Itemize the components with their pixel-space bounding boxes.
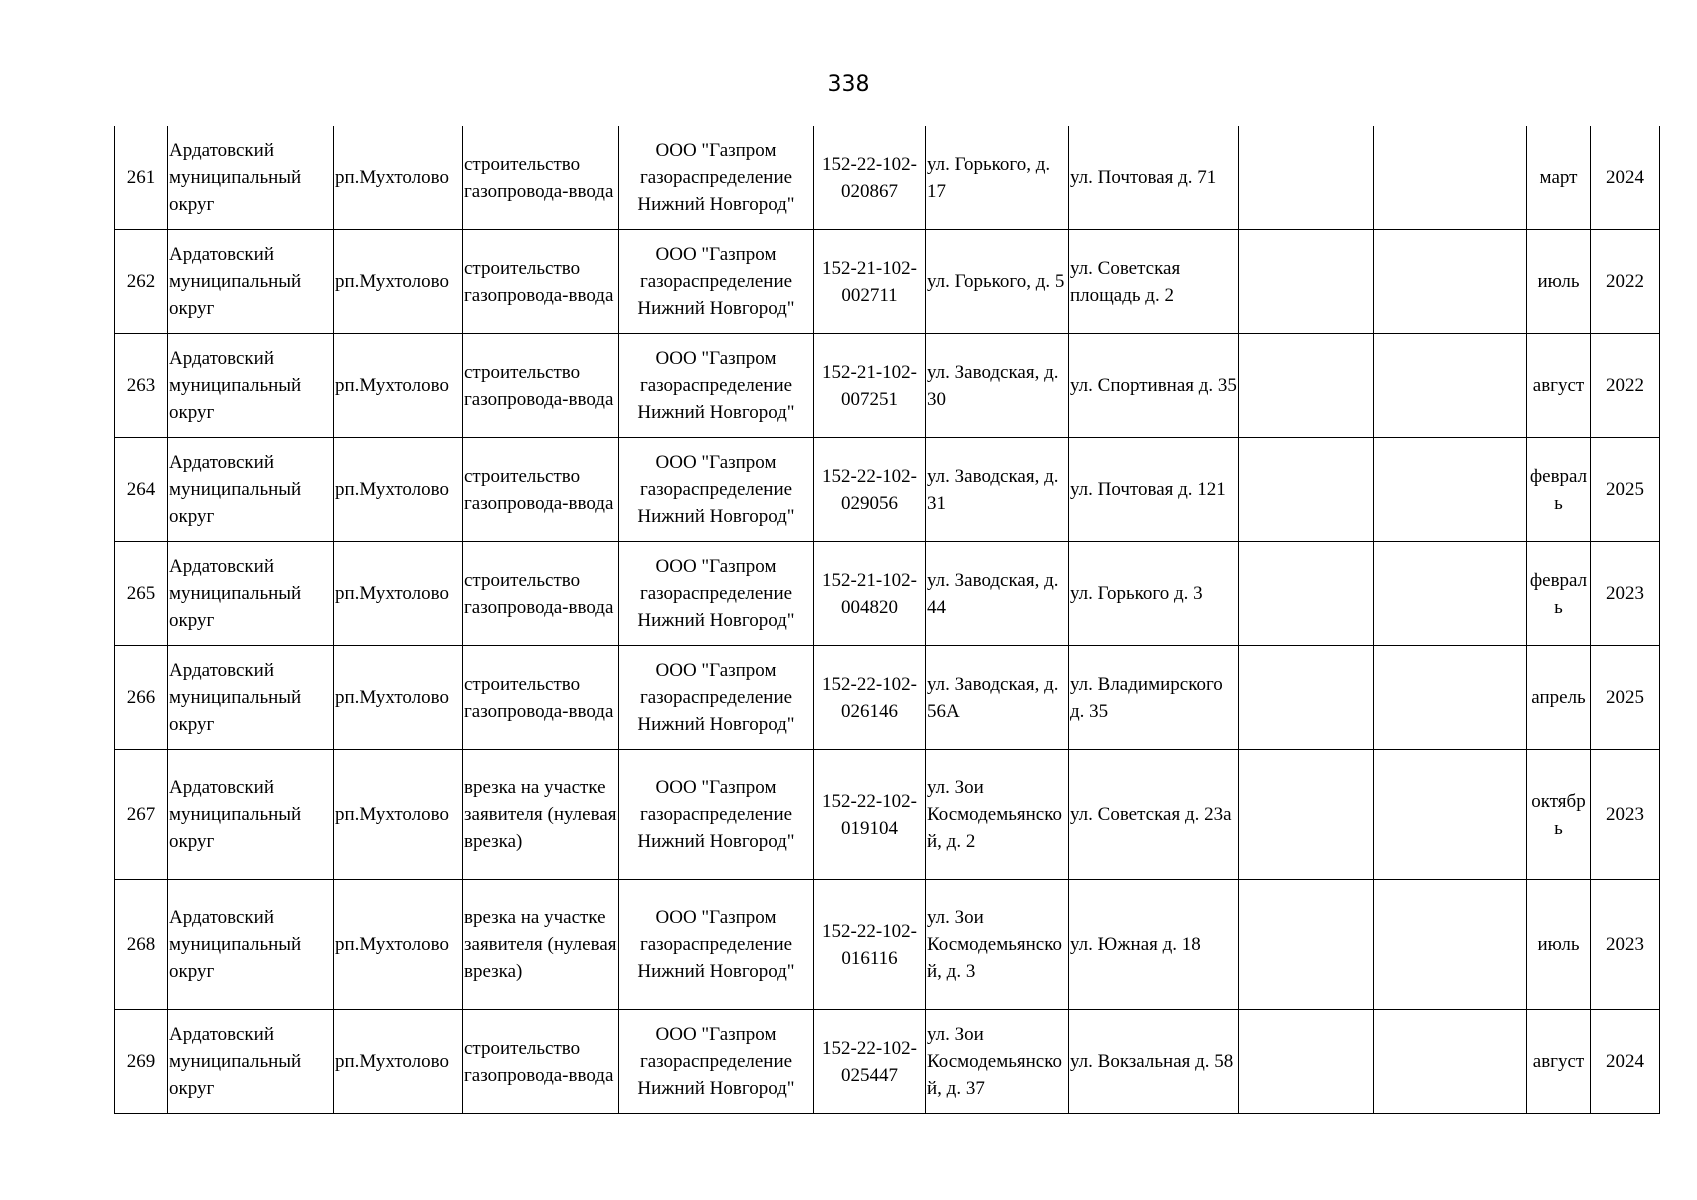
settlement-cell: рп.Мухтолово — [334, 334, 463, 438]
gas-source-address-cell: ул. Спортивная д. 35 — [1069, 334, 1239, 438]
row-number: 264 — [115, 438, 168, 542]
connection-address-cell: ул. Заводская, д. 30 — [926, 334, 1069, 438]
table-row — [115, 438, 1660, 542]
settlement-cell: рп.Мухтолово — [334, 542, 463, 646]
gas-source-address-cell: ул. Почтовая д. 71 — [1069, 126, 1239, 230]
empty-cell — [1374, 1010, 1527, 1114]
gas-source-address-cell: ул. Советская д. 23а — [1069, 750, 1239, 880]
gas-source-address-cell: ул. Владимирского д. 35 — [1069, 646, 1239, 750]
year-cell: 2023 — [1591, 880, 1660, 1010]
year-cell: 2022 — [1591, 230, 1660, 334]
month-cell: август — [1527, 334, 1591, 438]
month-cell: июль — [1527, 880, 1591, 1010]
row-number: 268 — [115, 880, 168, 1010]
settlement-cell: рп.Мухтолово — [334, 1010, 463, 1114]
empty-cell — [1239, 334, 1374, 438]
connection-address-cell: ул. Заводская, д. 31 — [926, 438, 1069, 542]
application-code-cell: 152-21-102-002711 — [814, 230, 926, 334]
work-type-cell: строительство газопровода-ввода — [463, 126, 619, 230]
table-row — [115, 880, 1660, 1010]
work-type-cell: строительство газопровода-ввода — [463, 1010, 619, 1114]
connection-address-cell: ул. Заводская, д. 44 — [926, 542, 1069, 646]
organization-cell: ООО "Газпром газораспределение Нижний Новгород" — [619, 126, 814, 230]
empty-cell — [1374, 126, 1527, 230]
work-type-cell: врезка на участке заявителя (нулевая врезка) — [463, 750, 619, 880]
empty-cell — [1374, 646, 1527, 750]
connection-address-cell: ул. Горького, д. 5 — [926, 230, 1069, 334]
connection-address-cell: ул. Зои Космодемьянской, д. 3 — [926, 880, 1069, 1010]
empty-cell — [1239, 880, 1374, 1010]
organization-cell: ООО "Газпром газораспределение Нижний Новгород" — [619, 880, 814, 1010]
district-cell: Ардатовский муниципальный округ — [168, 542, 334, 646]
empty-cell — [1374, 334, 1527, 438]
empty-cell — [1239, 750, 1374, 880]
table-row — [115, 750, 1660, 880]
application-code-cell: 152-22-102-016116 — [814, 880, 926, 1010]
empty-cell — [1374, 880, 1527, 1010]
organization-cell: ООО "Газпром газораспределение Нижний Новгород" — [619, 1010, 814, 1114]
gas-source-address-cell: ул. Почтовая д. 121 — [1069, 438, 1239, 542]
row-number: 262 — [115, 230, 168, 334]
work-type-cell: строительство газопровода-ввода — [463, 438, 619, 542]
district-cell: Ардатовский муниципальный округ — [168, 438, 334, 542]
organization-cell: ООО "Газпром газораспределение Нижний Новгород" — [619, 750, 814, 880]
month-cell: июль — [1527, 230, 1591, 334]
organization-cell: ООО "Газпром газораспределение Нижний Новгород" — [619, 542, 814, 646]
district-cell: Ардатовский муниципальный округ — [168, 334, 334, 438]
settlement-cell: рп.Мухтолово — [334, 880, 463, 1010]
application-code-cell: 152-21-102-004820 — [814, 542, 926, 646]
empty-cell — [1374, 438, 1527, 542]
gas-connection-table — [114, 126, 1660, 1114]
empty-cell — [1239, 230, 1374, 334]
gas-source-address-cell: ул. Южная д. 18 — [1069, 880, 1239, 1010]
application-code-cell: 152-21-102-007251 — [814, 334, 926, 438]
work-type-cell: врезка на участке заявителя (нулевая врезка) — [463, 880, 619, 1010]
page-number: 338 — [827, 72, 870, 97]
month-cell: октябрь — [1527, 750, 1591, 880]
work-type-cell: строительство газопровода-ввода — [463, 646, 619, 750]
connection-address-cell: ул. Зои Космодемьянской, д. 2 — [926, 750, 1069, 880]
month-cell: февраль — [1527, 542, 1591, 646]
settlement-cell: рп.Мухтолово — [334, 750, 463, 880]
empty-cell — [1239, 542, 1374, 646]
application-code-cell: 152-22-102-019104 — [814, 750, 926, 880]
row-number: 266 — [115, 646, 168, 750]
district-cell: Ардатовский муниципальный округ — [168, 1010, 334, 1114]
empty-cell — [1239, 438, 1374, 542]
connection-address-cell: ул. Зои Космодемьянской, д. 37 — [926, 1010, 1069, 1114]
month-cell: февраль — [1527, 438, 1591, 542]
work-type-cell: строительство газопровода-ввода — [463, 334, 619, 438]
year-cell: 2022 — [1591, 334, 1660, 438]
month-cell: март — [1527, 126, 1591, 230]
settlement-cell: рп.Мухтолово — [334, 230, 463, 334]
empty-cell — [1239, 1010, 1374, 1114]
table-row — [115, 230, 1660, 334]
organization-cell: ООО "Газпром газораспределение Нижний Новгород" — [619, 438, 814, 542]
organization-cell: ООО "Газпром газораспределение Нижний Новгород" — [619, 646, 814, 750]
row-number: 261 — [115, 126, 168, 230]
table-row — [115, 334, 1660, 438]
year-cell: 2023 — [1591, 750, 1660, 880]
district-cell: Ардатовский муниципальный округ — [168, 646, 334, 750]
row-number: 265 — [115, 542, 168, 646]
district-cell: Ардатовский муниципальный округ — [168, 750, 334, 880]
year-cell: 2024 — [1591, 126, 1660, 230]
application-code-cell: 152-22-102-025447 — [814, 1010, 926, 1114]
month-cell: август — [1527, 1010, 1591, 1114]
application-code-cell: 152-22-102-029056 — [814, 438, 926, 542]
settlement-cell: рп.Мухтолово — [334, 438, 463, 542]
work-type-cell: строительство газопровода-ввода — [463, 230, 619, 334]
gas-source-address-cell: ул. Вокзальная д. 58 — [1069, 1010, 1239, 1114]
month-cell: апрель — [1527, 646, 1591, 750]
empty-cell — [1374, 230, 1527, 334]
table-row — [115, 542, 1660, 646]
application-code-cell: 152-22-102-020867 — [814, 126, 926, 230]
connection-address-cell: ул. Заводская, д. 56А — [926, 646, 1069, 750]
district-cell: Ардатовский муниципальный округ — [168, 126, 334, 230]
organization-cell: ООО "Газпром газораспределение Нижний Новгород" — [619, 230, 814, 334]
year-cell: 2025 — [1591, 438, 1660, 542]
district-cell: Ардатовский муниципальный округ — [168, 880, 334, 1010]
application-code-cell: 152-22-102-026146 — [814, 646, 926, 750]
empty-cell — [1374, 542, 1527, 646]
organization-cell: ООО "Газпром газораспределение Нижний Новгород" — [619, 334, 814, 438]
row-number: 267 — [115, 750, 168, 880]
year-cell: 2023 — [1591, 542, 1660, 646]
row-number: 263 — [115, 334, 168, 438]
settlement-cell: рп.Мухтолово — [334, 126, 463, 230]
settlement-cell: рп.Мухтолово — [334, 646, 463, 750]
row-number: 269 — [115, 1010, 168, 1114]
table-row — [115, 646, 1660, 750]
table-row — [115, 1010, 1660, 1114]
year-cell: 2025 — [1591, 646, 1660, 750]
gas-source-address-cell: ул. Горького д. 3 — [1069, 542, 1239, 646]
empty-cell — [1239, 646, 1374, 750]
work-type-cell: строительство газопровода-ввода — [463, 542, 619, 646]
empty-cell — [1239, 126, 1374, 230]
connection-address-cell: ул. Горького, д. 17 — [926, 126, 1069, 230]
table-row — [115, 126, 1660, 230]
gas-source-address-cell: ул. Советская площадь д. 2 — [1069, 230, 1239, 334]
district-cell: Ардатовский муниципальный округ — [168, 230, 334, 334]
year-cell: 2024 — [1591, 1010, 1660, 1114]
empty-cell — [1374, 750, 1527, 880]
